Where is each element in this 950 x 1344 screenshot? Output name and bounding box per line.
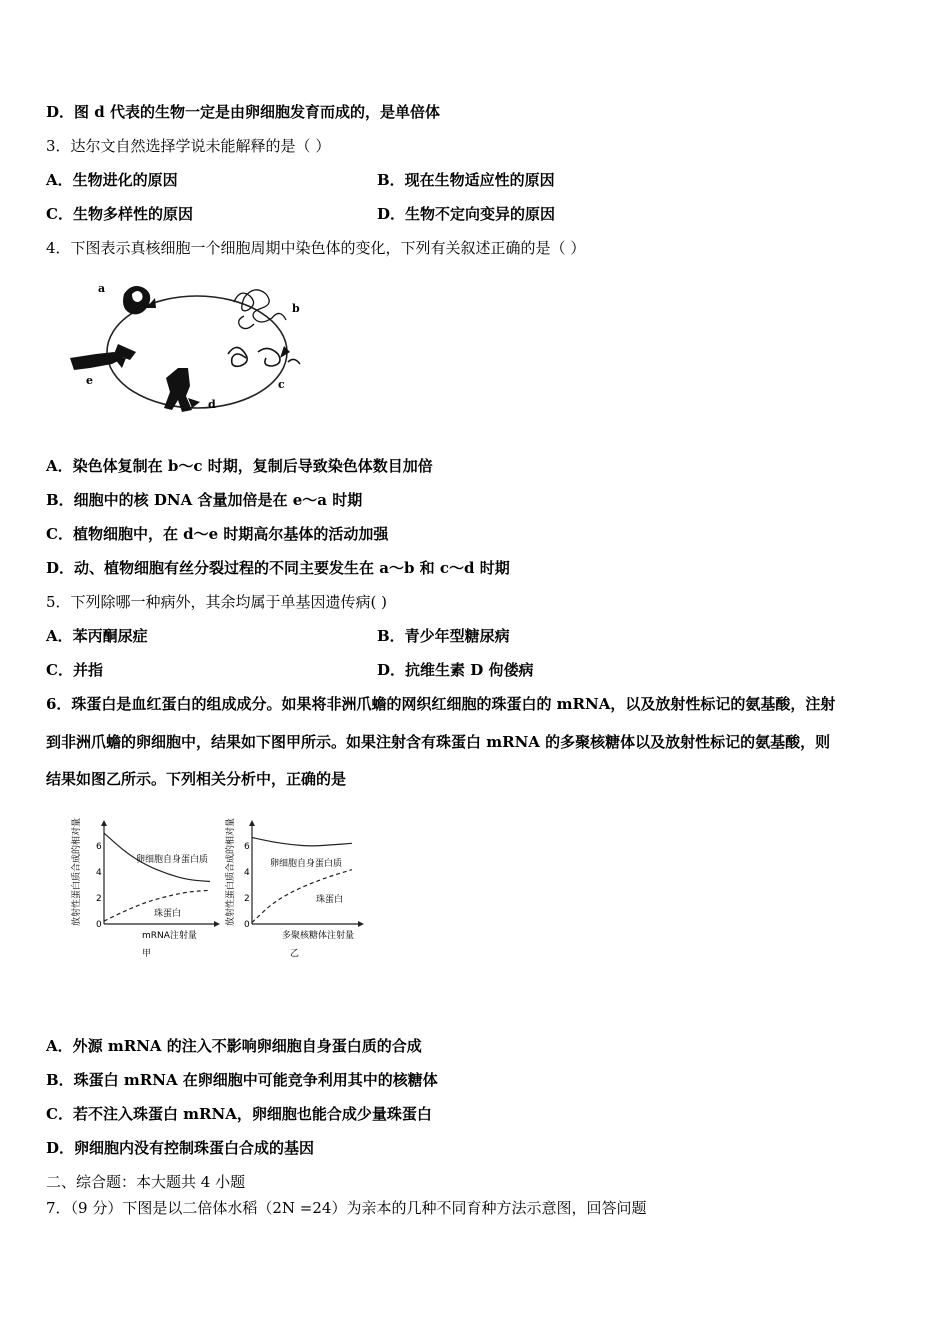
q2-option-d: D．图 d 代表的生物一定是由卵细胞发育而成的，是单倍体 <box>46 103 440 121</box>
q4-stem: 4．下图表示真核细胞一个细胞周期中染色体的变化，下列有关叙述正确的是（ ） <box>46 239 586 257</box>
chart-yi-ytick-2: 2 <box>244 894 250 904</box>
q3-stem: 3．达尔文自然选择学说未能解释的是（ ） <box>46 137 331 155</box>
q4-option-b: B．细胞中的核 DNA 含量加倍是在 e～a 时期 <box>46 491 363 509</box>
cell-cycle-figure <box>62 272 322 422</box>
q6-charts <box>70 812 380 962</box>
chart-jia-x-arrow <box>214 921 220 927</box>
chart-yi-x-arrow <box>358 921 364 927</box>
chart-yi-ytick-4: 4 <box>244 868 250 878</box>
chart-jia-xlabel: mRNA注射量 <box>142 931 197 941</box>
q5-stem: 5．下列除哪一种病外，其余均属于单基因遗传病( ) <box>46 593 388 611</box>
q4-option-c: C．植物细胞中，在 d～e 时期高尔基体的活动加强 <box>46 525 389 543</box>
chart-yi-title: 乙 <box>290 949 300 959</box>
chart-yi-line-self-protein <box>252 838 352 846</box>
q5-option-d: D．抗维生素 D 佝偻病 <box>377 661 534 679</box>
label-c: c <box>278 378 285 391</box>
chromosome-c <box>228 347 300 366</box>
q3-option-d: D．生物不定向变异的原因 <box>377 205 556 223</box>
chart-jia-title: 甲 <box>142 949 152 959</box>
chart-jia-y-arrow <box>101 820 107 826</box>
q3-option-c: C．生物多样性的原因 <box>46 205 193 223</box>
chart-jia-series-label-globin: 珠蛋白 <box>154 909 182 919</box>
chromatin-b <box>234 290 286 329</box>
q5-option-c: C．并指 <box>46 661 103 679</box>
q6-option-a: A．外源 mRNA 的注入不影响卵细胞自身蛋白质的合成 <box>46 1037 422 1055</box>
chart-yi-ytick-6: 6 <box>244 842 250 852</box>
q6-stem-line-2: 到非洲爪蟾的卵细胞中，结果如下图甲所示。如果注射含有珠蛋白 mRNA 的多聚核糖体以及放射性标记的氨基酸，则 <box>46 733 831 751</box>
q6-stem-line-1: 6．珠蛋白是血红蛋白的组成成分。如果将非洲爪蟾的网织红细胞的珠蛋白的 mRNA，以及放射性标记的氨基酸，注射 <box>46 695 836 713</box>
chart-yi-ylabel: 放射性蛋白质合成的相对量 <box>226 817 236 927</box>
chart-jia-ylabel: 放射性蛋白质合成的相对量 <box>72 817 82 927</box>
chromosome-d <box>164 368 192 412</box>
label-e: e <box>86 374 93 387</box>
chart-yi-series-label-globin: 珠蛋白 <box>316 895 344 905</box>
label-d: d <box>208 398 216 411</box>
q3-option-b: B．现在生物适应性的原因 <box>377 171 555 189</box>
label-a: a <box>98 282 106 295</box>
q5-option-b: B．青少年型糖尿病 <box>377 627 510 645</box>
chart-yi-series-label-self: 卵细胞自身蛋白质 <box>270 859 343 869</box>
chart-jia-ytick-4: 4 <box>96 868 102 878</box>
q5-option-a: A．苯丙酮尿症 <box>46 627 148 645</box>
q6-option-c: C．若不注入珠蛋白 mRNA，卵细胞也能合成少量珠蛋白 <box>46 1105 432 1123</box>
chart-yi <box>224 818 364 959</box>
chart-yi-ytick-0: 0 <box>244 920 250 930</box>
q7-stem: 7．（9 分）下图是以二倍体水稻（2N =24）为亲本的几种不同育种方法示意图，回答问题 <box>46 1199 647 1217</box>
chromosome-a <box>123 286 150 314</box>
q6-stem-line-3: 结果如图乙所示。下列相关分析中，正确的是 <box>46 770 347 788</box>
chart-jia-ytick-0: 0 <box>96 920 102 930</box>
label-b: b <box>292 302 300 315</box>
chromosome-e <box>70 344 136 370</box>
section-2-heading: 二、综合题：本大题共 4 小题 <box>46 1173 246 1191</box>
q3-option-a: A．生物进化的原因 <box>46 171 178 189</box>
chart-jia-ytick-6: 6 <box>96 842 102 852</box>
chart-jia <box>70 818 220 959</box>
q4-option-a: A．染色体复制在 b～c 时期，复制后导致染色体数目加倍 <box>46 457 433 475</box>
chart-yi-y-arrow <box>249 820 255 826</box>
chart-yi-xlabel: 多聚核糖体注射量 <box>282 931 355 941</box>
chart-jia-series-label-self: 卵细胞自身蛋白质 <box>136 855 209 865</box>
q4-option-d: D．动、植物细胞有丝分裂过程的不同主要发生在 a～b 和 c～d 时期 <box>46 559 510 577</box>
q6-option-d: D．卵细胞内没有控制珠蛋白合成的基因 <box>46 1139 315 1157</box>
chart-jia-ytick-2: 2 <box>96 894 102 904</box>
q6-option-b: B．珠蛋白 mRNA 在卵细胞中可能竞争利用其中的核糖体 <box>46 1071 438 1089</box>
